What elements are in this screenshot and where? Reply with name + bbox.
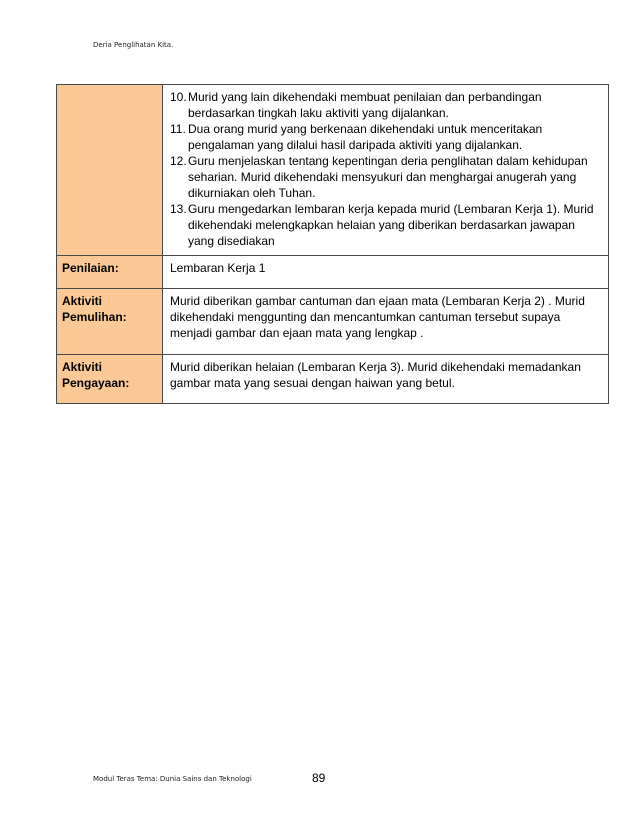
step-text: Murid yang lain dikehendaki membuat penilaian dan perbandingan berdasarkan tingkah laku aktiviti yang dijalankan.	[188, 90, 542, 120]
page-number: 89	[312, 771, 326, 785]
step-text: Dua orang murid yang berkenaan dikehendaki untuk menceritakan pengalaman yang dilalui hasil daripada aktiviti yang dijalankan.	[188, 122, 543, 152]
table-row-pengayaan	[57, 355, 609, 404]
pemulihan-label-line2: Pemulihan:	[62, 310, 127, 324]
pengayaan-label	[57, 355, 163, 404]
list-item	[170, 201, 602, 249]
lesson-plan-table	[56, 84, 609, 404]
step-number: 13.	[170, 202, 187, 216]
activity-steps-list	[170, 89, 602, 249]
table-row-penilaian	[57, 256, 609, 289]
list-item	[170, 153, 602, 201]
list-item	[170, 89, 602, 121]
step-text: Guru mengedarkan lembaran kerja kepada murid (Lembaran Kerja 1). Murid dikehendaki melengkapkan helaian yang diberikan berdasarkan jawapan yang disediakan	[188, 202, 594, 248]
pengayaan-content: Murid diberikan helaian (Lembaran Kerja 3). Murid dikehendaki memadankan gambar mata yang sesuai dengan haiwan yang betul.	[163, 355, 609, 404]
pemulihan-label-line1: Aktiviti	[62, 294, 103, 308]
penilaian-content: Lembaran Kerja 1	[163, 256, 609, 289]
pengayaan-label-line2: Pengayaan:	[62, 376, 130, 390]
list-item	[170, 121, 602, 153]
step-number: 10.	[170, 90, 187, 104]
footer-module-title: Modul Teras Tema: Dunia Sains dan Teknologi	[93, 775, 252, 783]
pemulihan-label	[57, 289, 163, 355]
steps-content-cell	[163, 85, 609, 256]
running-header: Deria Penglihatan Kita.	[93, 41, 174, 49]
table-row-steps	[57, 85, 609, 256]
step-number: 12.	[170, 154, 187, 168]
step-text: Guru menjelaskan tentang kepentingan deria penglihatan dalam kehidupan seharian. Murid dikehendaki mensyukuri dan menghargai anugerah yang dikurniakan oleh Tuhan.	[188, 154, 588, 200]
step-number: 11.	[170, 122, 186, 136]
pemulihan-content: Murid diberikan gambar cantuman dan ejaan mata (Lembaran Kerja 2) . Murid dikehendaki menggunting dan mencantumkan cantuman tersebut supaya menjadi gambar dan ejaan mata yang lengkap .	[163, 289, 609, 355]
steps-label-cell	[57, 85, 163, 256]
pengayaan-label-line1: Aktiviti	[62, 360, 103, 374]
table-row-pemulihan	[57, 289, 609, 355]
penilaian-label: Penilaian:	[57, 256, 163, 289]
